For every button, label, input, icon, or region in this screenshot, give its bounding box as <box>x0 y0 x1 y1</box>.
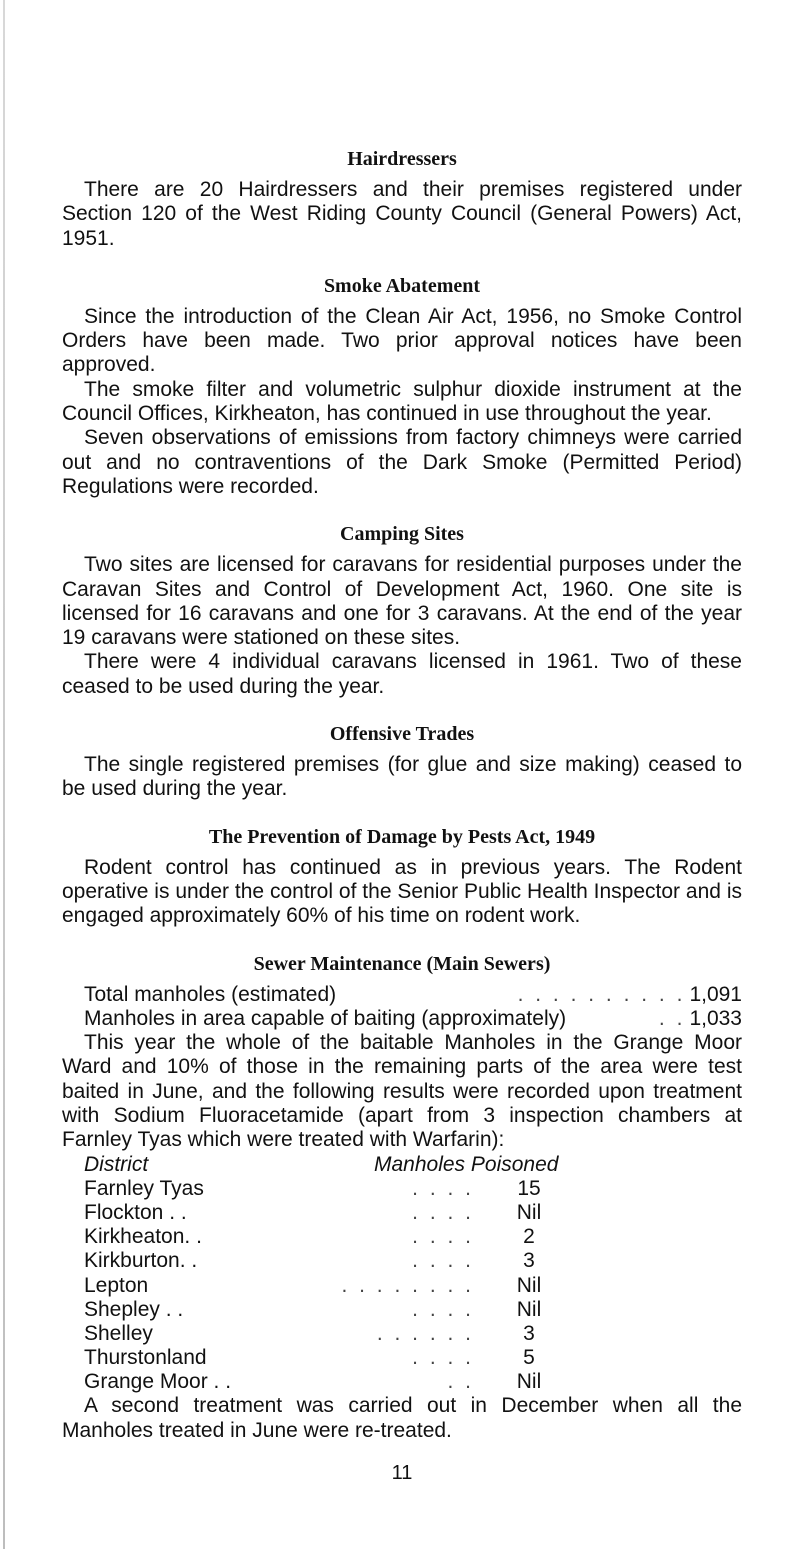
baitable-manholes-value: 1,033 <box>689 1006 742 1030</box>
total-manholes-value: 1,091 <box>689 982 742 1006</box>
heading-sewer-maintenance: Sewer Maintenance (Main Sewers) <box>253 952 551 975</box>
manholes-poisoned-cell: 2 <box>523 1225 535 1249</box>
paragraph: A second treatment was carried out in December when all the Manholes treated in June were re-treated. <box>62 1394 742 1442</box>
heading-hairdressers: Hairdressers <box>347 148 457 170</box>
column-header-manholes-poisoned: Manholes Poisoned <box>374 1152 559 1176</box>
table-row <box>84 1298 742 1322</box>
manholes-table <box>62 1153 742 1395</box>
column-header-district: District <box>84 1152 149 1176</box>
manholes-poisoned-cell: Nil <box>516 1273 542 1297</box>
paragraph: Seven observations of emissions from factory chimneys were carried out and no contraventions of the Dark Smoke (Permitted Period) Regulations were recorded. <box>62 426 742 498</box>
leader-dots: . . . . <box>412 1176 474 1200</box>
heading-camping-sites: Camping Sites <box>340 523 464 546</box>
document-page <box>62 146 742 1485</box>
paragraph: The single registered premises (for glue and size making) ceased to be used during the year. <box>62 753 742 801</box>
district-cell: Shepley . . <box>84 1297 184 1321</box>
table-row <box>84 1322 742 1346</box>
manholes-poisoned-cell: Nil <box>516 1297 542 1321</box>
table-row <box>84 1370 742 1394</box>
section-offensive-trades <box>62 721 742 802</box>
leader-dots: . . . . . . . . <box>341 1273 474 1297</box>
paragraph: Two sites are licensed for caravans for residential purposes under the Caravan Sites and Control of Development Act, 1960. One site is licensed for 16 caravans and one for 3 caravans. At the end of the year 19 caravans were stationed on these sites. <box>62 553 742 650</box>
paragraph: The smoke filter and volumetric sulphur dioxide instrument at the Council Offices, Kirkheaton, has continued in use throughout the year. <box>62 377 742 426</box>
manholes-poisoned-cell: 5 <box>523 1346 535 1370</box>
table-header <box>84 1153 742 1177</box>
section-smoke-abatement <box>62 273 742 499</box>
table-row <box>84 1249 742 1273</box>
heading-pests-act: The Prevention of Damage by Pests Act, 1949 <box>208 825 596 848</box>
manholes-poisoned-cell: Nil <box>516 1370 542 1394</box>
district-cell: Shelley <box>84 1321 153 1345</box>
leader-dots: . . . . <box>412 1297 474 1321</box>
district-cell: Farnley Tyas <box>84 1176 204 1200</box>
table-row <box>84 1346 742 1370</box>
section-hairdressers <box>62 146 742 251</box>
manholes-poisoned-cell: 15 <box>517 1176 541 1200</box>
section-camping-sites <box>62 521 742 699</box>
page-edge <box>3 0 5 1549</box>
leader-dots: . . <box>447 1370 474 1394</box>
table-row <box>84 1274 742 1298</box>
table-row <box>84 1225 742 1249</box>
section-sewer-maintenance <box>62 951 742 1444</box>
district-cell: Thurstonland <box>84 1346 207 1370</box>
leader-dots: . . . . <box>412 1249 474 1273</box>
total-manholes-label: Total manholes (estimated) <box>84 982 337 1006</box>
heading-offensive-trades: Offensive Trades <box>329 723 475 746</box>
leader-dots: . . . . <box>412 1200 474 1224</box>
baitable-manholes-label: Manholes in area capable of baiting (approximately) <box>84 1006 567 1030</box>
table-body <box>84 1177 742 1395</box>
leader-dots: . . <box>658 1006 686 1030</box>
leader-dots: . . . . <box>412 1346 474 1370</box>
paragraph: There are 20 Hairdressers and their premises registered under Section 120 of the West Riding County Council (General Powers) Act, 1951. <box>62 178 742 250</box>
district-cell: Lepton <box>84 1273 149 1297</box>
section-pests-act <box>62 824 742 929</box>
page-number: 11 <box>391 1462 413 1485</box>
district-cell: Flockton . . <box>84 1200 187 1224</box>
paragraph: This year the whole of the baitable Manholes in the Grange Moor Ward and 10% of those in the remaining parts of the area were test baited in June, and the following results were recorded upon treatment with Sodium Fluoracetamide (apart from 3 inspection chambers at Farnley Tyas which were treated with Warfarin): <box>62 1031 742 1152</box>
heading-smoke-abatement: Smoke Abatement <box>323 274 481 297</box>
paragraph: Rodent control has continued as in previous years. The Rodent operative is under the control of the Senior Public Health Inspector and is engaged approximately 60% of his time on rodent work. <box>62 855 742 928</box>
paragraph: There were 4 individual caravans licensed in 1961. Two of these ceased to be used during the year. <box>62 650 742 698</box>
leader-dots: . . . . <box>412 1225 474 1249</box>
leader-dots: . . . . . . . . . . <box>517 982 686 1006</box>
district-cell: Grange Moor . . <box>84 1370 232 1394</box>
baitable-manholes-row <box>62 1007 742 1031</box>
district-cell: Kirkburton. . <box>84 1249 198 1273</box>
leader-dots: . . . . . . <box>376 1321 474 1345</box>
table-row <box>84 1201 742 1225</box>
district-cell: Kirkheaton. . <box>84 1225 202 1249</box>
manholes-poisoned-cell: Nil <box>516 1200 542 1224</box>
table-row <box>84 1177 742 1201</box>
total-manholes-row <box>62 983 742 1007</box>
manholes-poisoned-cell: 3 <box>523 1249 535 1273</box>
manholes-poisoned-cell: 3 <box>523 1321 535 1345</box>
paragraph: Since the introduction of the Clean Air Act, 1956, no Smoke Control Orders have been made. Two prior approval notices have been approved. <box>62 304 742 377</box>
